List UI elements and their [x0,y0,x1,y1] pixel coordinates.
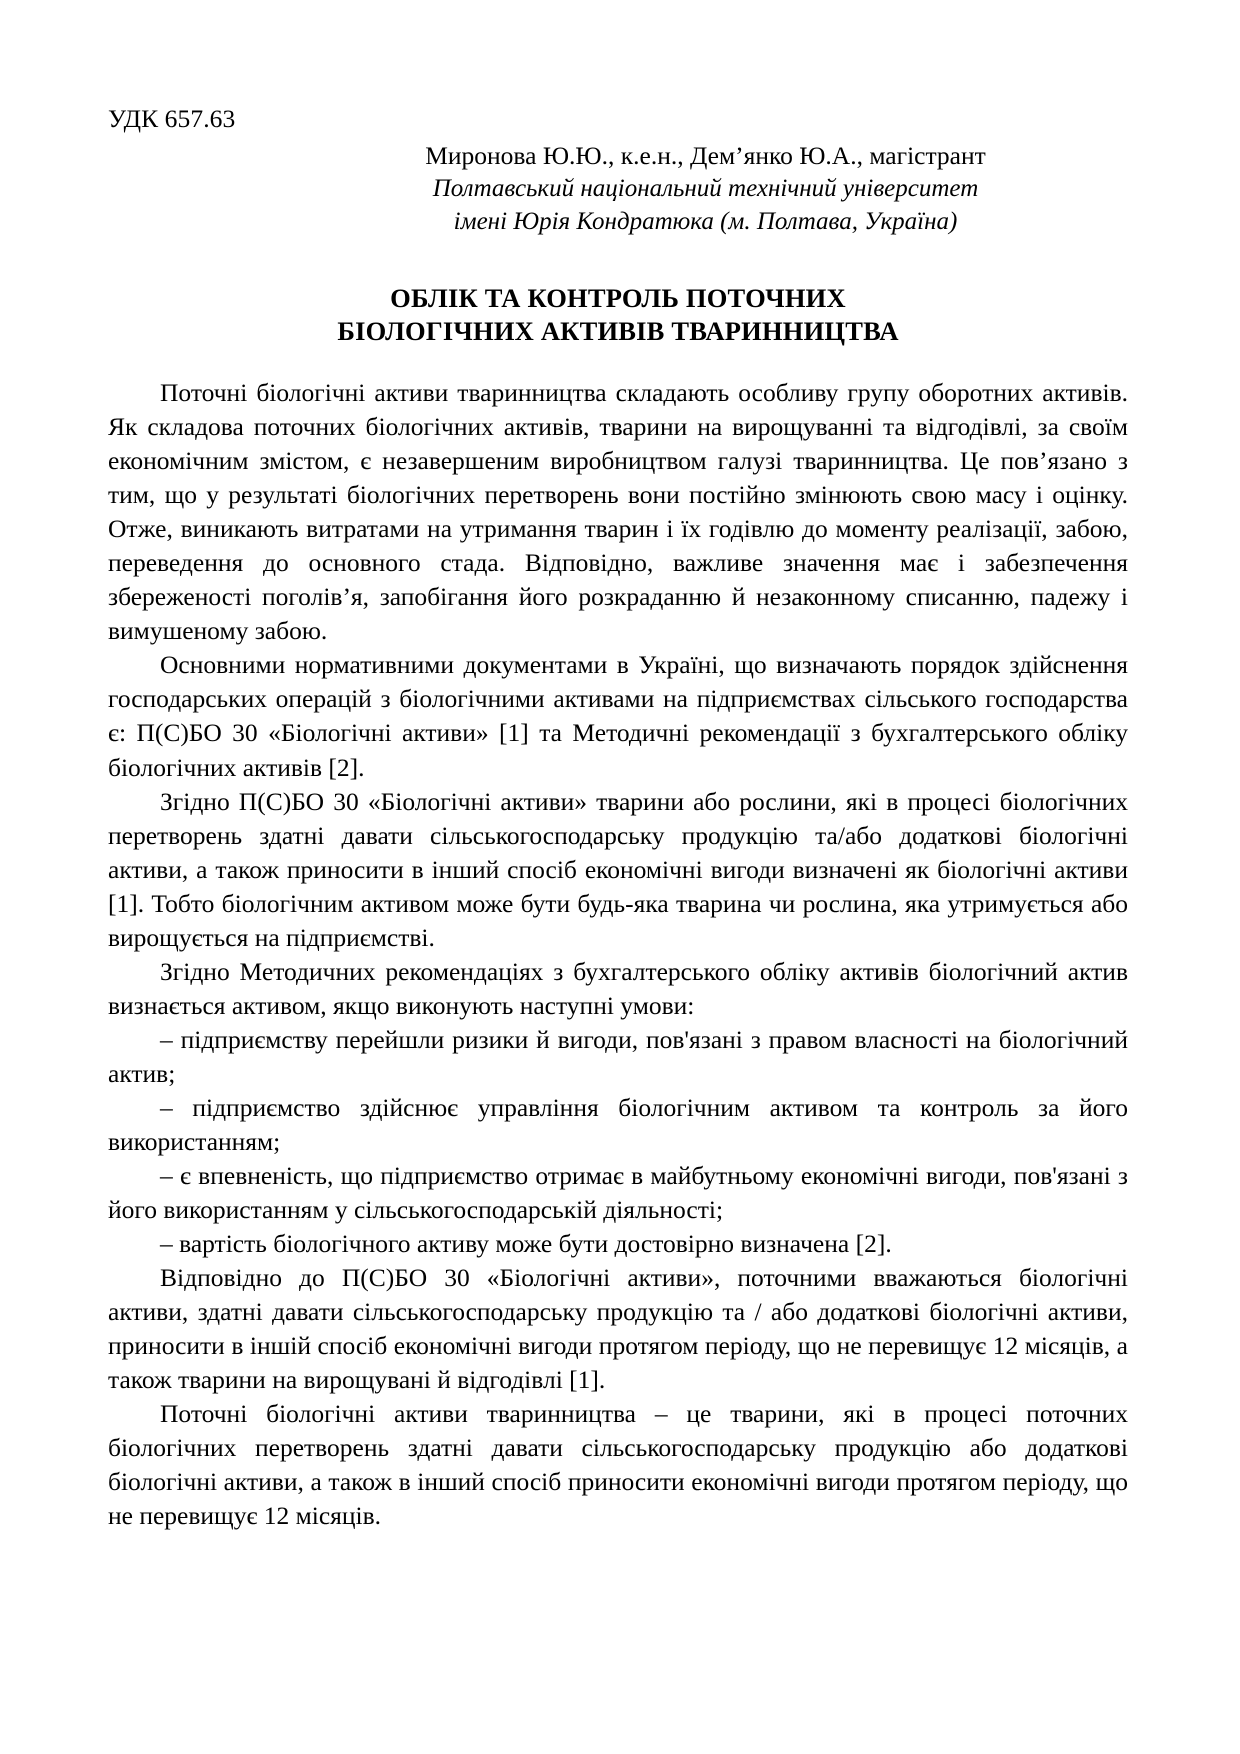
affiliation-line-1: Полтавський національний технічний університет [432,175,979,203]
article-title-line-1: ОБЛІК ТА КОНТРОЛЬ ПОТОЧНИХ [390,283,846,314]
paragraph-normative-documents: Основними нормативними документами в Україні, що визначають порядок здійснення господарських операцій з біологічними активами на підприємствах сільського господарства є: П(С)БО 30 «Біологічні активи» [1] та Методичні рекомендації з бухгалтерського обліку біологічних активів [2]. [108,650,1128,782]
authors-line: Миронова Ю.Ю., к.е.н., Дем’янко Ю.А., магістрант [425,141,986,171]
paragraph-current-biological-assets-definition: Поточні біологічні активи тваринництва – це тварини, які в процесі поточних біологічних перетворень здатні давати сільськогосподарську продукцію або додаткові біологічні активи, а також в інший спосіб приносити економічні вигоди протягом періоду, що не перевищує 12 місяців. [108,1399,1128,1531]
article-title-line-2: БІОЛОГІЧНИХ АКТИВІВ ТВАРИННИЦТВА [337,316,899,347]
paragraph-psbo-30-definition: Згідно П(С)БО 30 «Біологічні активи» тварини або рослини, які в процесі біологічних перетворень здатні давати сільськогосподарську продукцію та/або додаткові біологічні активи, а також приносити в інший спосіб економічні вигоди визначені як біологічні активи [1]. Тобто біологічним активом може бути будь-яка тварина чи рослина, яка утримується або вирощується на підприємстві. [108,786,1128,952]
paragraph-intro: Поточні біологічні активи тваринництва складають особливу групу оборотних активів. Як складова поточних біологічних активів, тварини на вирощуванні та відгодівлі, за своїм економічним змістом, є незавершеним виробництвом галузі тваринництва. Це пов’язано з тим, що у результаті біологічних перетворень вони постійно змінюють свою масу і оцінку. Отже, виникають витратами на утримання тварин і їх годівлю до моменту реалізації, забою, переведення до основного стада. Відповідно, важливе значення має і забезпечення збереженості поголів’я, запобігання його розкраданню й незаконному списанню, падежу і вимушеному забою. [108,378,1128,646]
paragraph-methodical-recommendations: Згідно Методичних рекомендаціях з бухгалтерського обліку активів біологічний актив визнається активом, якщо виконують наступні умови: [108,956,1128,1020]
list-item-risks-benefits: – підприємству перейшли ризики й вигоди, пов'язані з правом власності на біологічний актив; [108,1024,1128,1088]
list-item-reliable-value: – вартість біологічного активу може бути достовірно визначена [2]. [160,1228,892,1258]
list-item-management-control: – підприємство здійснює управління біологічним активом та контроль за його використанням; [108,1092,1128,1156]
paragraph-current-assets-criteria: Відповідно до П(С)БО 30 «Біологічні активи», поточними вважаються біологічні активи, здатні давати сільськогосподарську продукцію та / або додаткові біологічні активи, приносити в іншій спосіб економічні вигоди протягом періоду, що не перевищує 12 місяців, а також тварини на вирощувані й відгодівлі [1]. [108,1262,1128,1395]
list-item-future-benefits: – є впевненість, що підприємство отримає в майбутньому економічні вигоди, пов'язані з його використанням у сільськогосподарській діяльності; [108,1160,1128,1224]
udk-code: УДК 657.63 [108,104,236,133]
article-title [108,282,1128,348]
affiliation-line-2: імені Юрія Кондратюка (м. Полтава, Україна) [453,208,958,236]
